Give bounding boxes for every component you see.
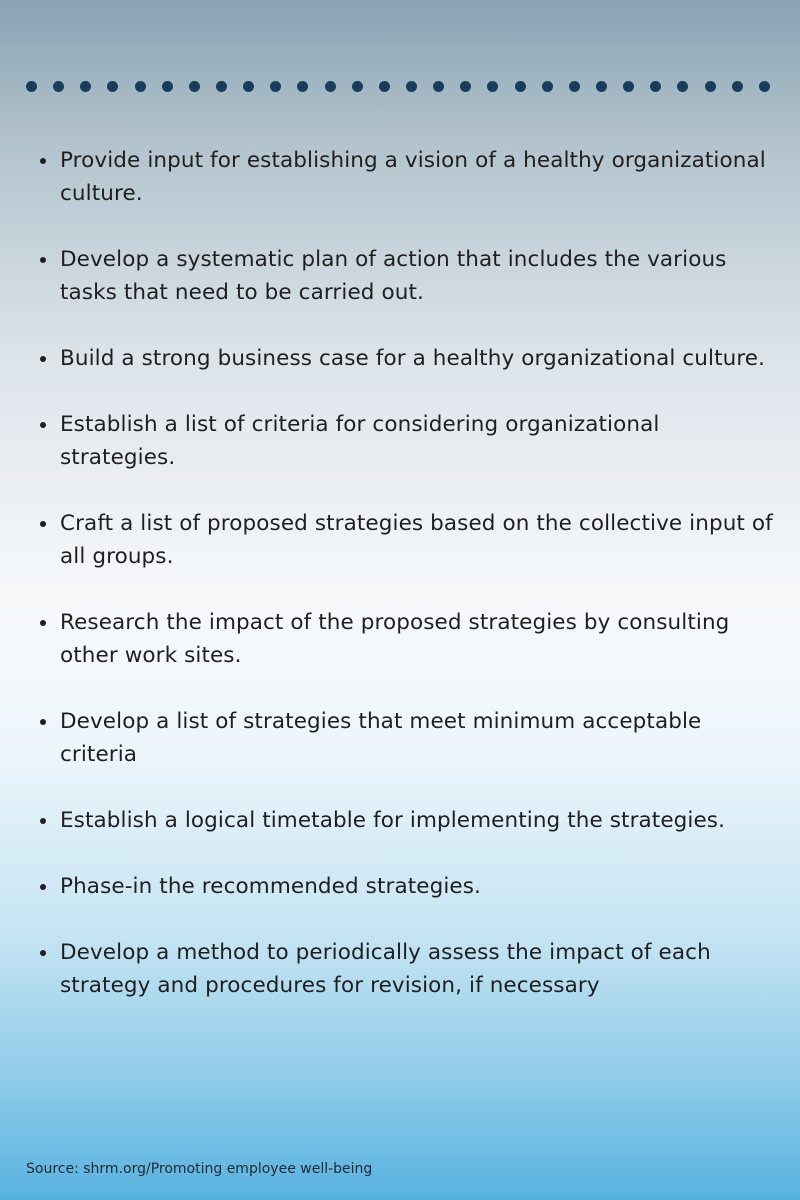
list-item bbox=[36, 408, 776, 474]
bullet-icon bbox=[40, 818, 46, 824]
divider-dot bbox=[135, 81, 146, 92]
divider-dot bbox=[162, 81, 173, 92]
list-item-text: Establish a logical timetable for implementing the strategies. bbox=[60, 808, 726, 833]
bullet-icon bbox=[40, 158, 46, 164]
list-item-text: Provide input for establishing a vision of a healthy organizational culture. bbox=[60, 148, 766, 206]
list-item-text: Craft a list of proposed strategies based on the collective input of all groups. bbox=[60, 511, 773, 569]
bullet-icon bbox=[40, 884, 46, 890]
divider-dot bbox=[80, 81, 91, 92]
divider-dot bbox=[515, 81, 526, 92]
dotted-divider bbox=[26, 79, 770, 93]
list-item bbox=[36, 804, 776, 837]
bullet-icon bbox=[40, 422, 46, 428]
divider-dot bbox=[189, 81, 200, 92]
bullet-icon bbox=[40, 257, 46, 263]
list-item-text: Establish a list of criteria for considering organizational strategies. bbox=[60, 412, 660, 470]
divider-dot bbox=[53, 81, 64, 92]
divider-dot bbox=[26, 81, 37, 92]
bullet-icon bbox=[40, 950, 46, 956]
divider-dot bbox=[270, 81, 281, 92]
divider-dot bbox=[297, 81, 308, 92]
divider-dot bbox=[107, 81, 118, 92]
list-item bbox=[36, 936, 776, 1002]
list-item bbox=[36, 870, 776, 903]
divider-dot bbox=[650, 81, 661, 92]
list-item bbox=[36, 705, 776, 771]
divider-dot bbox=[352, 81, 363, 92]
list-item-text: Research the impact of the proposed strategies by consulting other work sites. bbox=[60, 610, 730, 668]
list-item bbox=[36, 342, 776, 375]
bullet-icon bbox=[40, 620, 46, 626]
divider-dot bbox=[759, 81, 770, 92]
divider-dot bbox=[325, 81, 336, 92]
divider-dot bbox=[623, 81, 634, 92]
divider-dot bbox=[379, 81, 390, 92]
divider-dot bbox=[460, 81, 471, 92]
strategy-list bbox=[36, 144, 776, 1035]
divider-dot bbox=[542, 81, 553, 92]
list-item bbox=[36, 144, 776, 210]
list-item-text: Develop a systematic plan of action that includes the various tasks that need to be carried out. bbox=[60, 247, 727, 305]
divider-dot bbox=[596, 81, 607, 92]
bullet-icon bbox=[40, 521, 46, 527]
bullet-icon bbox=[40, 356, 46, 362]
divider-dot bbox=[732, 81, 743, 92]
list-item-text: Develop a method to periodically assess the impact of each strategy and procedures for revision, if necessary bbox=[60, 940, 711, 998]
divider-dot bbox=[705, 81, 716, 92]
divider-dot bbox=[243, 81, 254, 92]
divider-dot bbox=[406, 81, 417, 92]
divider-dot bbox=[433, 81, 444, 92]
divider-dot bbox=[216, 81, 227, 92]
list-item-text: Build a strong business case for a healthy organizational culture. bbox=[60, 346, 766, 371]
list-item bbox=[36, 507, 776, 573]
divider-dot bbox=[487, 81, 498, 92]
list-item bbox=[36, 606, 776, 672]
list-item-text: Phase-in the recommended strategies. bbox=[60, 874, 481, 899]
divider-dot bbox=[677, 81, 688, 92]
bullet-icon bbox=[40, 719, 46, 725]
divider-dot bbox=[569, 81, 580, 92]
source-caption: Source: shrm.org/Promoting employee well-being bbox=[26, 1161, 373, 1177]
list-item bbox=[36, 243, 776, 309]
list-item-text: Develop a list of strategies that meet minimum acceptable criteria bbox=[60, 709, 702, 767]
